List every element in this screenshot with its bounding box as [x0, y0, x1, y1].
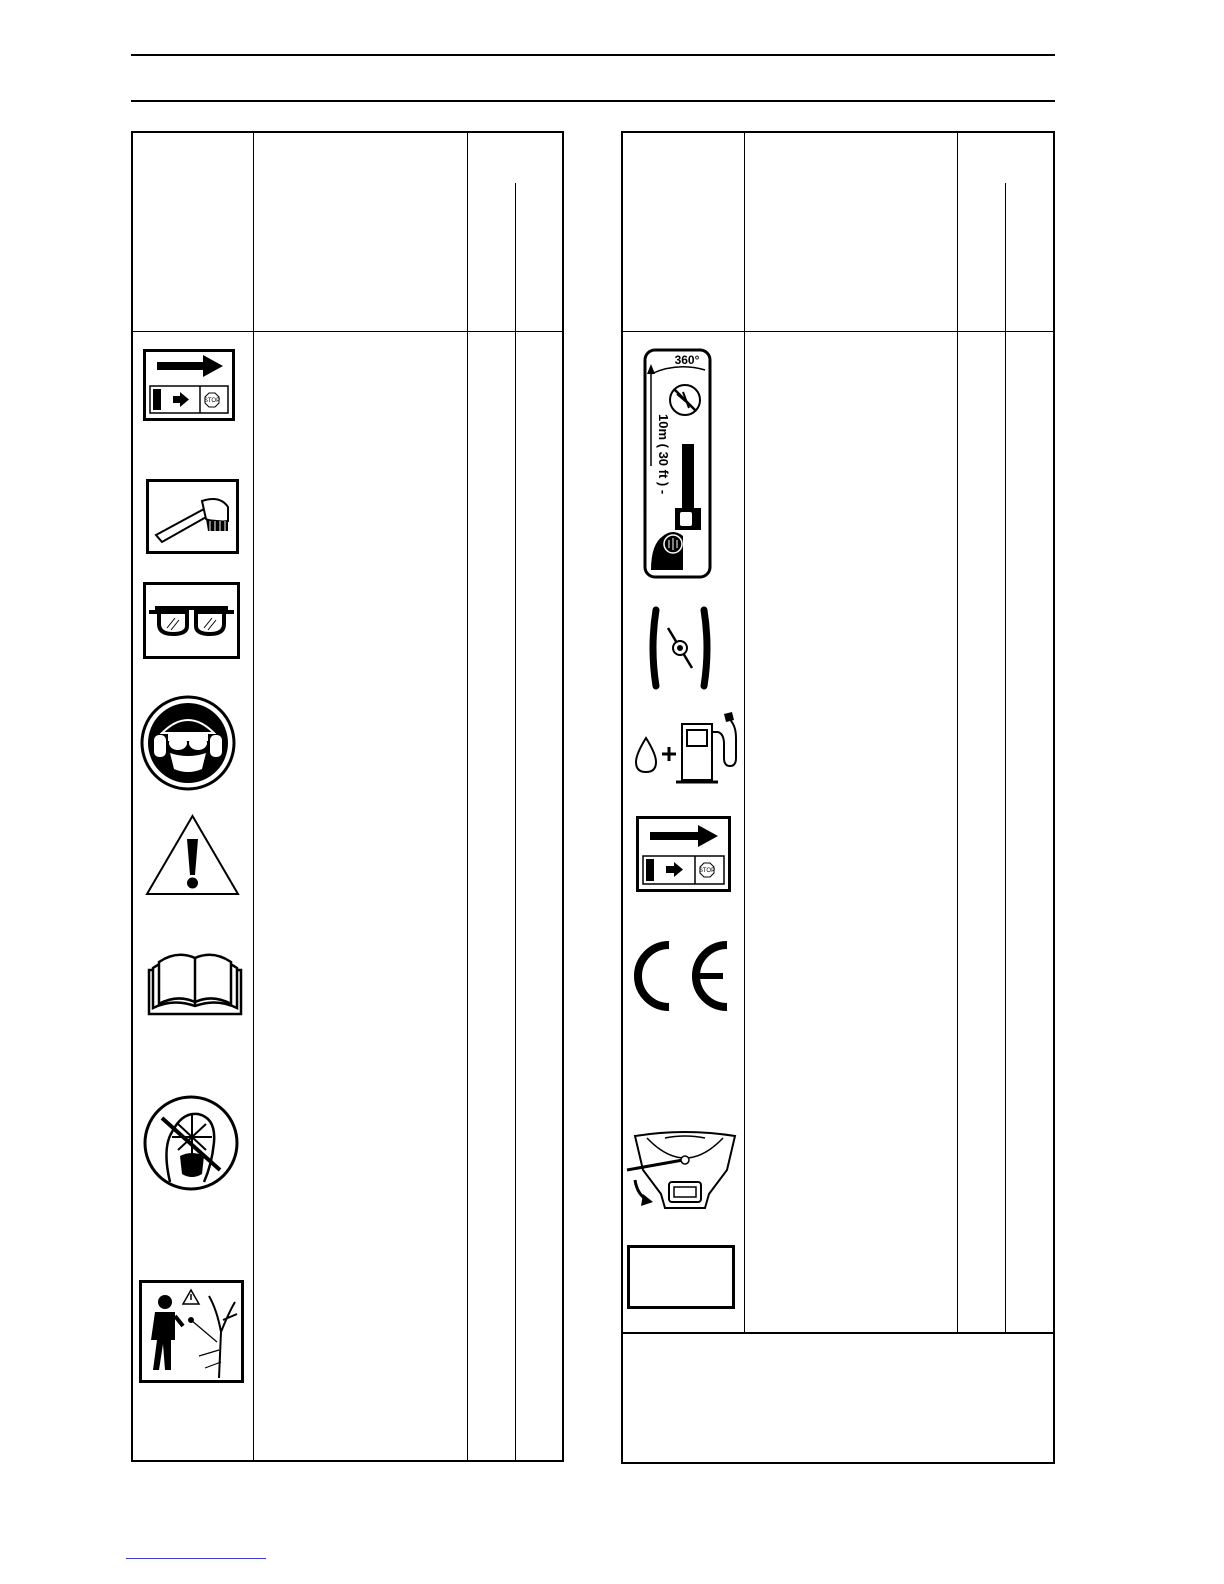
header-rule-bottom	[131, 100, 1055, 102]
rotation-distance-icon	[643, 348, 712, 579]
ce-mark-icon	[627, 937, 733, 1015]
arrow-stop-switch-icon	[636, 816, 731, 892]
left-col-divider-3	[515, 183, 516, 1460]
left-col-divider-2	[467, 133, 468, 1460]
header-rule-top	[131, 54, 1055, 56]
left-col-divider-1	[253, 133, 254, 1460]
safety-glasses-icon	[143, 582, 240, 659]
warning-triangle-icon	[144, 813, 241, 897]
blade-guard-icon	[625, 1130, 745, 1212]
head-protection-icon	[140, 695, 236, 791]
right-col-divider-3	[1005, 183, 1006, 1333]
fuel-oil-mix-icon	[632, 710, 746, 786]
brush-icon	[146, 479, 239, 554]
stop-text: STOP	[203, 398, 221, 404]
empty-label-box	[627, 1245, 735, 1309]
choke-icon	[648, 606, 712, 690]
rotation-label: 360°	[674, 353, 700, 367]
no-hand-blade-icon	[142, 1094, 240, 1192]
right-col-divider-2	[957, 133, 958, 1333]
left-symbol-table	[131, 131, 564, 1462]
left-header-divider	[133, 331, 562, 332]
stop-text: STOP	[698, 868, 716, 874]
footer-link-underline[interactable]	[126, 1558, 266, 1559]
arrow-stop-switch-icon	[143, 349, 235, 421]
manual-book-icon	[147, 948, 243, 1016]
right-header-divider	[623, 331, 1053, 332]
bystander-warning-icon	[139, 1280, 244, 1383]
distance-label: 10m ( 30 ft ) -	[656, 414, 671, 495]
right-footer-divider	[623, 1332, 1053, 1334]
